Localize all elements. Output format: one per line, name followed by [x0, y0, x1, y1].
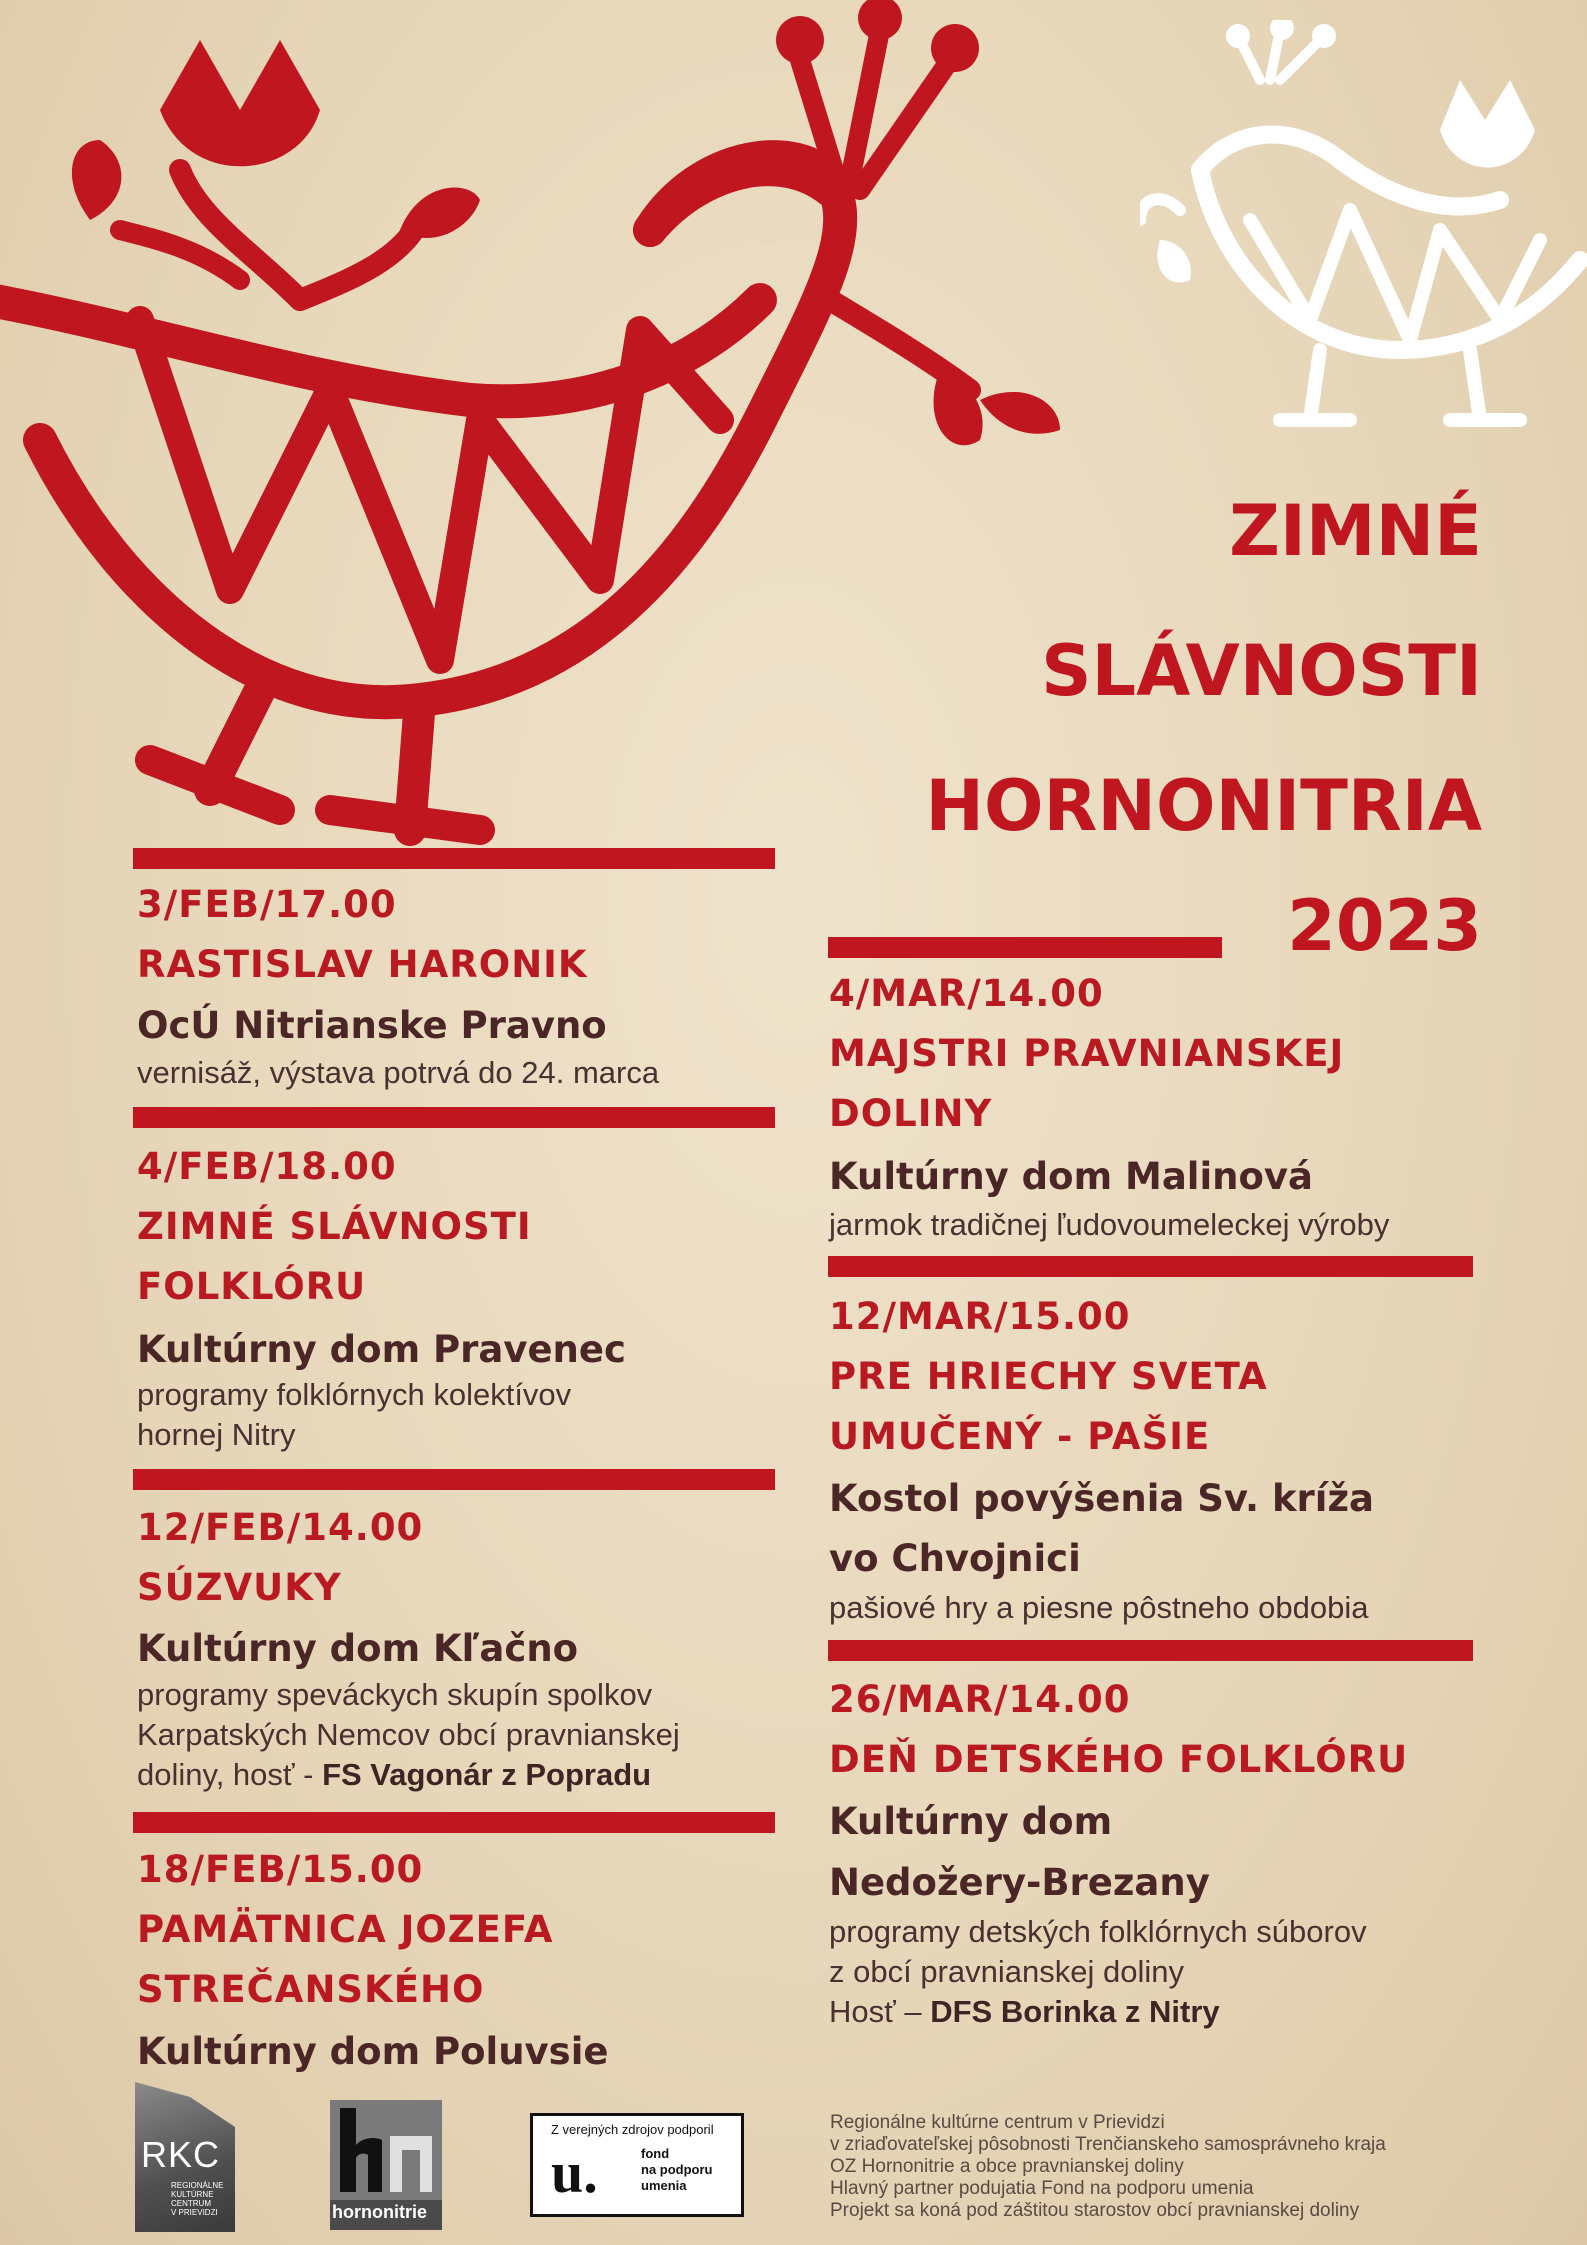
footer-line: Regionálne kultúrne centrum v Prievidzi [830, 2112, 1165, 2133]
event-title: RASTISLAV HARONIK [137, 943, 588, 986]
event-date: 18/FEB/15.00 [137, 1848, 424, 1891]
event-title: UMUČENÝ - PAŠIE [829, 1415, 1211, 1458]
desc-guest: DFS Borinka z Nitry [930, 1994, 1220, 2029]
event-venue: Kultúrny dom Poluvsie [137, 2030, 609, 2073]
hornonitrie-logo-text: hornonitrie [332, 2202, 427, 2222]
event-title: MAJSTRI PRAVNIANSKEJ [829, 1032, 1345, 1075]
footer-credits [830, 2112, 1386, 2222]
event-venue: vo Chvojnici [829, 1537, 1081, 1580]
footer-line: OZ Hornonitrie a obce pravnianskej doliny [830, 2156, 1184, 2177]
event-venue: Nedožery-Brezany [829, 1861, 1210, 1904]
event-title: SÚZVUKY [137, 1566, 342, 1609]
event-date: 4/FEB/18.00 [137, 1145, 397, 1188]
event-venue: OcÚ Nitrianske Pravno [137, 1004, 607, 1047]
event-venue: Kultúrny dom Malinová [829, 1155, 1313, 1198]
event-venue: Kultúrny dom Kľačno [137, 1627, 579, 1670]
fpu-logo-letter: u. [551, 2140, 598, 2205]
divider-bar [133, 1812, 775, 1833]
divider-bar [133, 1107, 775, 1128]
event-venue: Kultúrny dom Pravenec [137, 1328, 626, 1371]
red-folk-bird-icon [0, 0, 1080, 870]
desc-plain: Hosť – [829, 1994, 931, 2029]
divider-bar [133, 848, 775, 869]
rkc-logo [135, 2082, 235, 2232]
event-description-last [137, 1755, 651, 1795]
rkc-logo-big: RKC [141, 2134, 221, 2175]
event-description: vernisáž, výstava potrvá do 24. marca [137, 1055, 660, 1090]
desc-guest: FS Vagonár z Popradu [322, 1757, 652, 1792]
fpu-logo-line: na podporu [641, 2162, 713, 2177]
event-description: programy speváckych skupín spolkov [137, 1677, 653, 1712]
rkc-logo-small [171, 2181, 223, 2217]
event-venue: Kultúrny dom [829, 1800, 1113, 1843]
heading-line-2: SLÁVNOSTI [1041, 630, 1482, 712]
rkc-logo-small-line: CENTRUM [171, 2199, 211, 2208]
divider-bar [133, 1469, 775, 1490]
event-description: pašiové hry a piesne pôstneho obdobia [829, 1590, 1369, 1625]
event-description: Karpatských Nemcov obcí pravnianskej [137, 1717, 680, 1752]
event-title: PAMÄTNICA JOZEFA [137, 1908, 554, 1951]
event-title: FOLKLÓRU [137, 1265, 367, 1308]
hornonitrie-logo [330, 2100, 442, 2230]
event-date: 4/MAR/14.00 [829, 972, 1104, 1015]
heading-line-1: ZIMNÉ [1229, 490, 1482, 572]
event-description: jarmok tradičnej ľudovoumeleckej výroby [829, 1207, 1390, 1242]
event-title: DOLINY [829, 1092, 993, 1135]
event-description: z obcí pravnianskej doliny [829, 1954, 1184, 1989]
divider-bar [828, 937, 1222, 958]
event-description: programy folklórnych kolektívov [137, 1377, 572, 1412]
fpu-logo [530, 2113, 744, 2217]
desc-plain: doliny, hosť - [137, 1757, 323, 1792]
footer-line: v zriaďovateľskej pôsobnosti Trenčianskeho samosprávneho kraja [830, 2134, 1386, 2155]
event-date: 26/MAR/14.00 [829, 1678, 1131, 1721]
event-venue: Kostol povýšenia Sv. kríža [829, 1477, 1374, 1520]
rkc-logo-small-line: REGIONÁLNE [171, 2181, 224, 2190]
event-description: hornej Nitry [137, 1417, 296, 1452]
heading-line-3: HORNONITRIA [925, 765, 1482, 847]
footer-line: Projekt sa koná pod záštitou starostov obcí pravnianskej doliny [830, 2200, 1360, 2221]
divider-bar [828, 1256, 1473, 1277]
event-title: PRE HRIECHY SVETA [829, 1355, 1268, 1398]
event-title: STREČANSKÉHO [137, 1968, 485, 2011]
hornonitrie-logo-mark [330, 2100, 442, 2200]
footer-line: Hlavný partner podujatia Fond na podporu umenia [830, 2178, 1254, 2199]
fpu-logo-top: Z verejných zdrojov podporil [551, 2122, 714, 2137]
event-title: ZIMNÉ SLÁVNOSTI [137, 1205, 532, 1248]
event-title: DEŇ DETSKÉHO FOLKLÓRU [829, 1738, 1409, 1781]
fpu-logo-line: umenia [641, 2178, 687, 2193]
event-date: 12/FEB/14.00 [137, 1506, 424, 1549]
white-folk-bird-icon [1140, 20, 1587, 460]
event-description-last [829, 1992, 1220, 2032]
rkc-logo-small-line: KULTÚRNE [171, 2190, 214, 2199]
fpu-logo-line: fond [641, 2146, 670, 2161]
event-date: 12/MAR/15.00 [829, 1295, 1131, 1338]
fpu-logo-lines [641, 2146, 713, 2194]
divider-bar [828, 1640, 1473, 1661]
event-date: 3/FEB/17.00 [137, 883, 397, 926]
event-description: programy detských folklórnych súborov [829, 1914, 1367, 1949]
rkc-logo-small-line: V PRIEVIDZI [171, 2208, 218, 2217]
heading-year: 2023 [1287, 885, 1482, 967]
